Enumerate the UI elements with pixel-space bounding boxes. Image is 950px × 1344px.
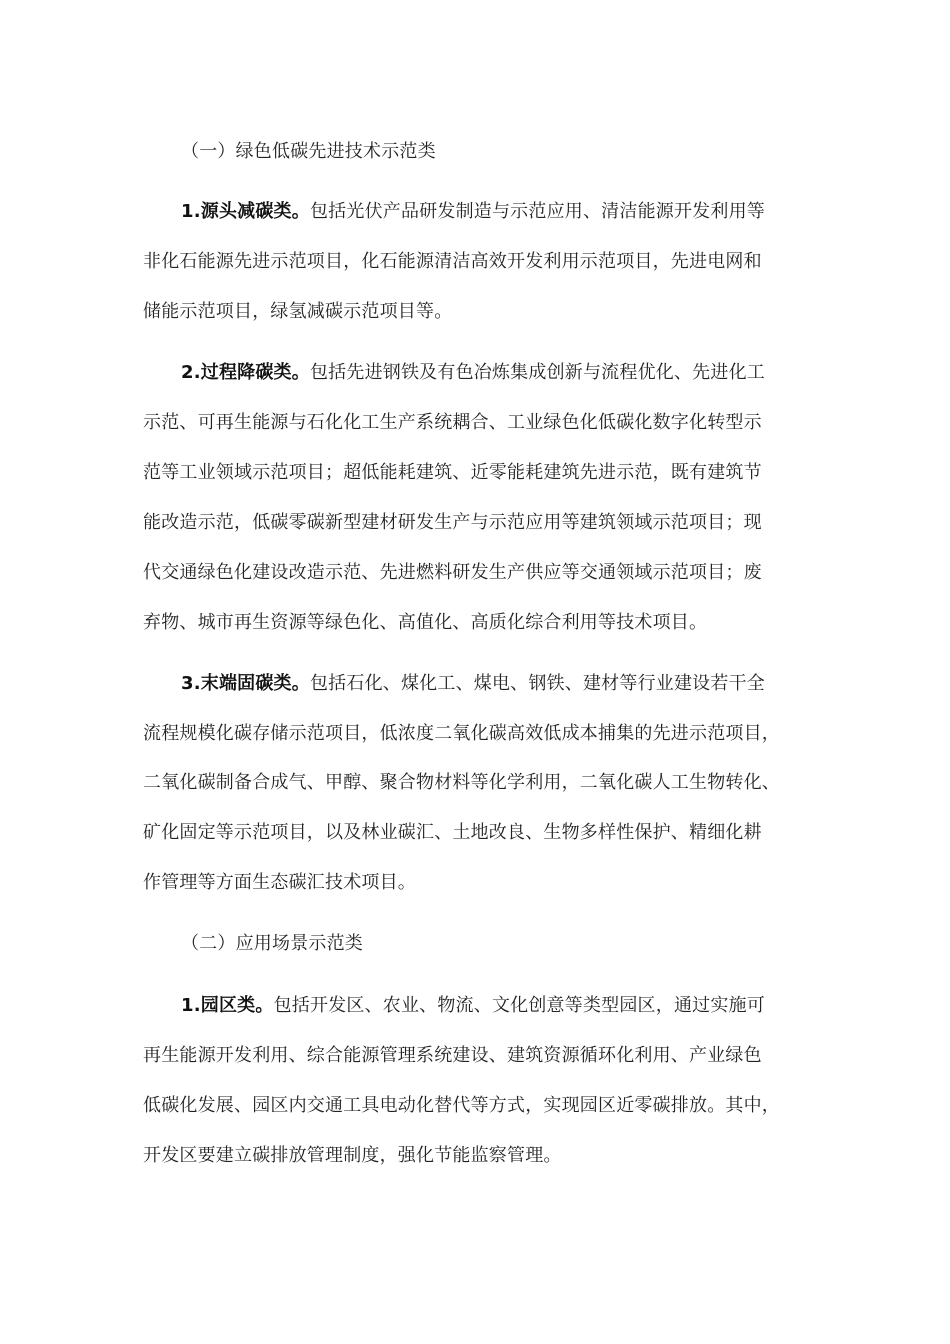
paragraph-line: 储能示范项目，绿氢减碳示范项目等。 [143,301,453,322]
paragraph-line [181,672,765,696]
paragraph-line: 弃物、城市再生资源等绿色化、高值化、高质化综合利用等技术项目。 [143,612,708,633]
paragraph-line: 作管理等方面生态碳汇技术项目。 [143,872,416,893]
paragraph-line: 代交通绿色化建设改造示范、先进燃料研发生产供应等交通领域示范项目；废 [143,562,762,583]
paragraph-line: 能改造示范，低碳零碳新型建材研发生产与示范应用等建筑领域示范项目；现 [143,512,762,533]
paragraph-line: 范等工业领域示范项目；超低能耗建筑、近零能耗建筑先进示范，既有建筑节 [143,462,762,483]
paragraph-line: 示范、可再生能源与石化化工生产系统耦合、工业绿色化低碳化数字化转型示 [143,412,762,433]
item-text: 包括石化、煤化工、煤电、钢铁、建材等行业建设若干全 [309,673,765,694]
paragraph-line [181,994,765,1018]
paragraph-line: 再生能源开发利用、综合能源管理系统建设、建筑资源循环化利用、产业绿色 [143,1045,762,1066]
paragraph-line: 流程规模化碳存储示范项目，低浓度二氧化碳高效低成本捕集的先进示范项目， [143,723,780,744]
item-label: 1.源头减碳类。 [181,201,310,222]
item-label: 1.园区类。 [181,995,274,1016]
item-label: 3.末端固碳类。 [181,673,310,694]
paragraph-line: 开发区要建立碳排放管理制度，强化节能监察管理。 [143,1145,562,1166]
section-heading: （一）绿色低碳先进技术示范类 [181,141,436,162]
paragraph-line: 非化石能源先进示范项目，化石能源清洁高效开发利用示范项目，先进电网和 [143,251,762,272]
item-label: 2.过程降碳类。 [181,362,310,383]
paragraph-line: 低碳化发展、园区内交通工具电动化替代等方式，实现园区近零碳排放。其中， [143,1095,780,1116]
item-text: 包括光伏产品研发制造与示范应用、清洁能源开发利用等 [309,201,765,222]
paragraph-line [181,361,765,385]
paragraph-line: 矿化固定等示范项目，以及林业碳汇、土地改良、生物多样性保护、精细化耕 [143,822,762,843]
section-heading: （二）应用场景示范类 [181,933,363,954]
paragraph-line: 二氧化碳制备合成气、甲醇、聚合物材料等化学利用，二氧化碳人工生物转化、 [143,772,780,793]
item-text: 包括开发区、农业、物流、文化创意等类型园区，通过实施可 [273,995,765,1016]
item-text: 包括先进钢铁及有色冶炼集成创新与流程优化、先进化工 [309,362,765,383]
paragraph-line [181,200,765,224]
